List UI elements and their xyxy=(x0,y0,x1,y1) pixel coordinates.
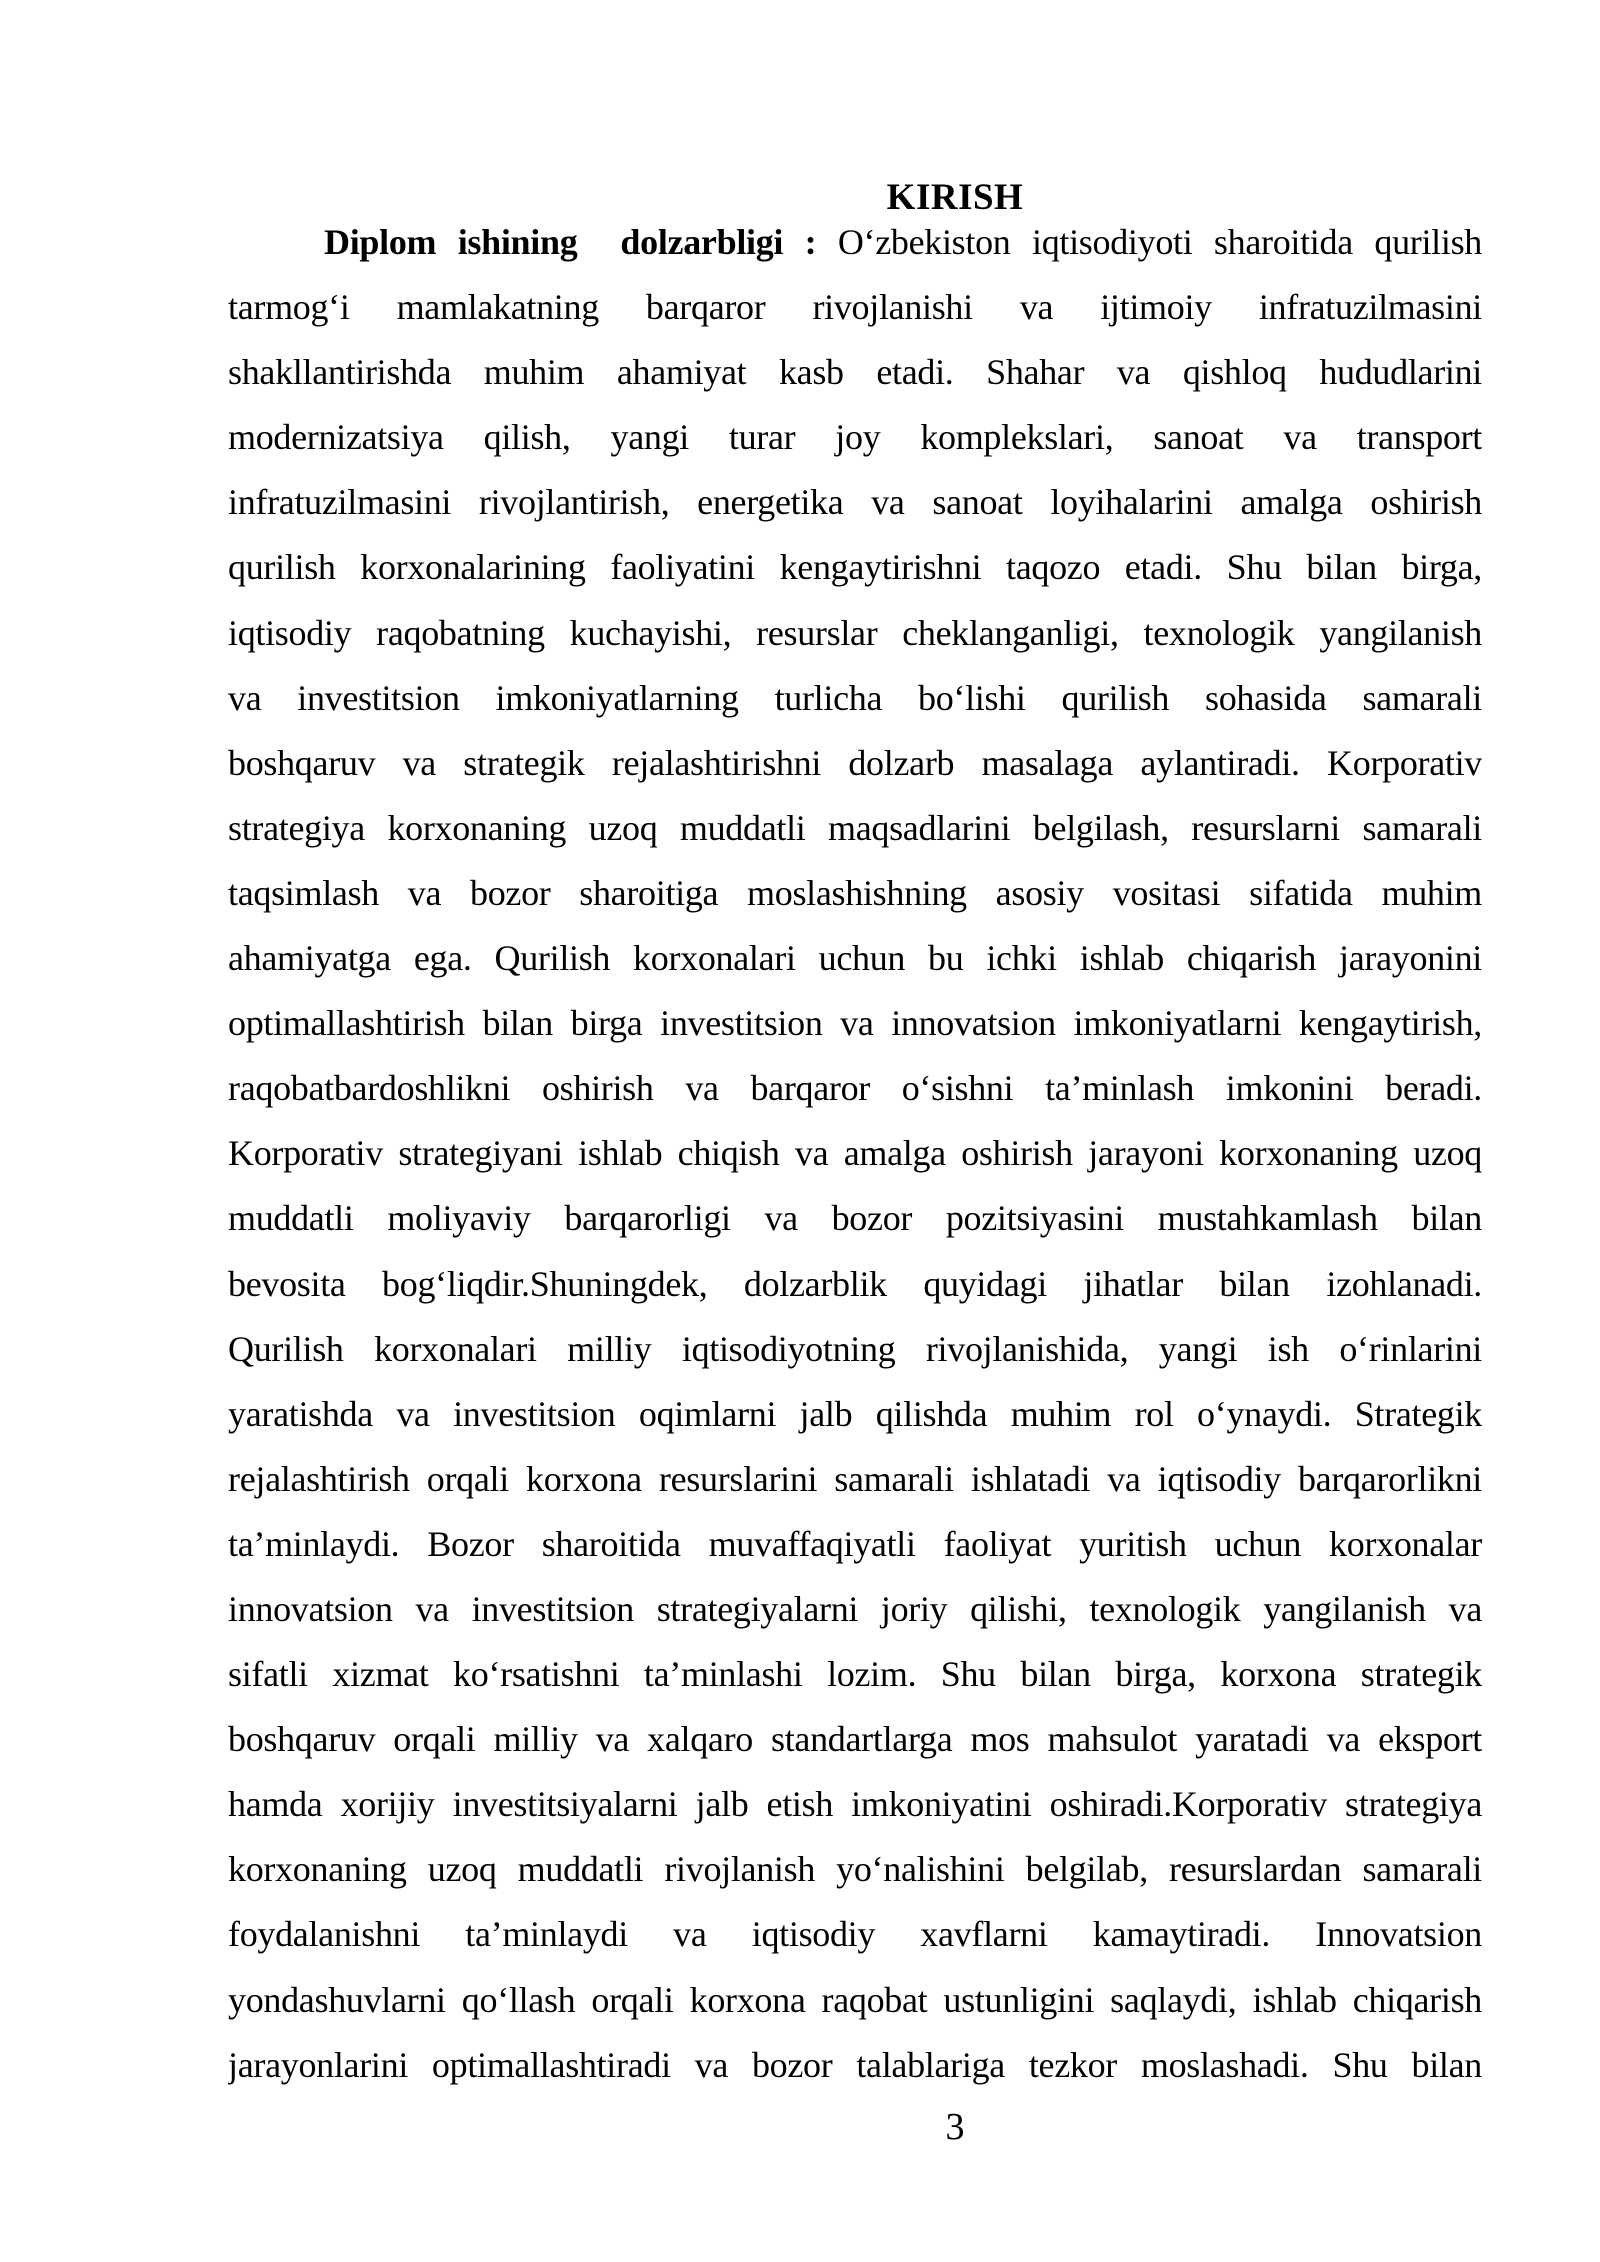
paragraph-line: infratuzilmasini rivojlantirish, energetika va sanoat loyihalarini amalga oshirish xyxy=(228,482,1482,523)
paragraph-line: va investitsion imkoniyatlarning turlicha boʻlishi qurilish sohasida samarali xyxy=(228,677,1482,718)
paragraph-line: tarmogʻi mamlakatning barqaror rivojlanishi va ijtimoiy infratuzilmasini xyxy=(228,287,1482,328)
paragraph-lead-bold: Diplom ishining dolzarbligi : xyxy=(324,222,817,262)
paragraph-line: rejalashtirish orqali korxona resurslarini samarali ishlatadi va iqtisodiy barqarorlikni xyxy=(228,1458,1482,1499)
paragraph-line: shakllantirishda muhim ahamiyat kasb etadi. Shahar va qishloq hududlarini xyxy=(228,352,1482,393)
paragraph-line xyxy=(228,210,1482,275)
paragraph-line: Qurilish korxonalari milliy iqtisodiyotning rivojlanishida, yangi ish oʻrinlarini xyxy=(228,1328,1482,1369)
paragraph-line: ta’minlaydi. Bozor sharoitida muvaffaqiyatli faoliyat yuritish uchun korxonalar xyxy=(228,1523,1482,1564)
paragraph-line: strategiya korxonaning uzoq muddatli maqsadlarini belgilash, resurslarni samarali xyxy=(228,807,1482,848)
paragraph-line: bevosita bogʻliqdir.Shuningdek, dolzarblik quyidagi jihatlar bilan izohlanadi. xyxy=(228,1263,1482,1304)
paragraph-line: boshqaruv orqali milliy va xalqaro standartlarga mos mahsulot yaratadi va eksport xyxy=(228,1719,1482,1760)
paragraph-line: Korporativ strategiyani ishlab chiqish va amalga oshirish jarayoni korxonaning uzoq xyxy=(228,1133,1482,1174)
paragraph-line: hamda xorijiy investitsiyalarni jalb etish imkoniyatini oshiradi.Korporativ strategiya xyxy=(228,1784,1482,1825)
paragraph-line: yondashuvlarni qoʻllash orqali korxona raqobat ustunligini saqlaydi, ishlab chiqarish xyxy=(228,1979,1482,2020)
intro-paragraph xyxy=(228,210,1482,2098)
paragraph-line: innovatsion va investitsion strategiyalarni joriy qilishi, texnologik yangilanish va xyxy=(228,1588,1482,1629)
paragraph-line: taqsimlash va bozor sharoitiga moslashishning asosiy vositasi sifatida muhim xyxy=(228,872,1482,913)
paragraph-line: foydalanishni ta’minlaydi va iqtisodiy xavflarni kamaytiradi. Innovatsion xyxy=(228,1914,1482,1955)
paragraph-line: iqtisodiy raqobatning kuchayishi, resurslar cheklanganligi, texnologik yangilanish xyxy=(228,612,1482,653)
paragraph-line: optimallashtirish bilan birga investitsion va innovatsion imkoniyatlarni kengaytirish, xyxy=(228,1003,1482,1044)
paragraph-line: raqobatbardoshlikni oshirish va barqaror oʻsishni ta’minlash imkonini beradi. xyxy=(228,1068,1482,1109)
paragraph-line: qurilish korxonalarining faoliyatini kengaytirishni taqozo etadi. Shu bilan birga, xyxy=(228,547,1482,588)
paragraph-line: ahamiyatga ega. Qurilish korxonalari uchun bu ichki ishlab chiqarish jarayonini xyxy=(228,938,1482,979)
page-number: 3 xyxy=(945,2106,965,2148)
paragraph-line: muddatli moliyaviy barqarorligi va bozor pozitsiyasini mustahkamlash bilan xyxy=(228,1198,1482,1239)
paragraph-line: boshqaruv va strategik rejalashtirishni dolzarb masalaga aylantiradi. Korporativ xyxy=(228,742,1482,783)
paragraph-lead-text: Oʻzbekiston iqtisodiyoti sharoitida qurilish xyxy=(816,222,1482,262)
paragraph-line: jarayonlarini optimallashtiradi va bozor talablariga tezkor moslashadi. Shu bilan xyxy=(228,2044,1482,2085)
paragraph-line: modernizatsiya qilish, yangi turar joy komplekslari, sanoat va transport xyxy=(228,417,1482,458)
paragraph-line: korxonaning uzoq muddatli rivojlanish yoʻnalishini belgilab, resurslardan samarali xyxy=(228,1849,1482,1890)
page-title: KIRISH xyxy=(886,176,1024,218)
paragraph-line: sifatli xizmat koʻrsatishni ta’minlashi lozim. Shu bilan birga, korxona strategik xyxy=(228,1654,1482,1695)
paragraph-line: yaratishda va investitsion oqimlarni jalb qilishda muhim rol oʻynaydi. Strategik xyxy=(228,1393,1482,1434)
